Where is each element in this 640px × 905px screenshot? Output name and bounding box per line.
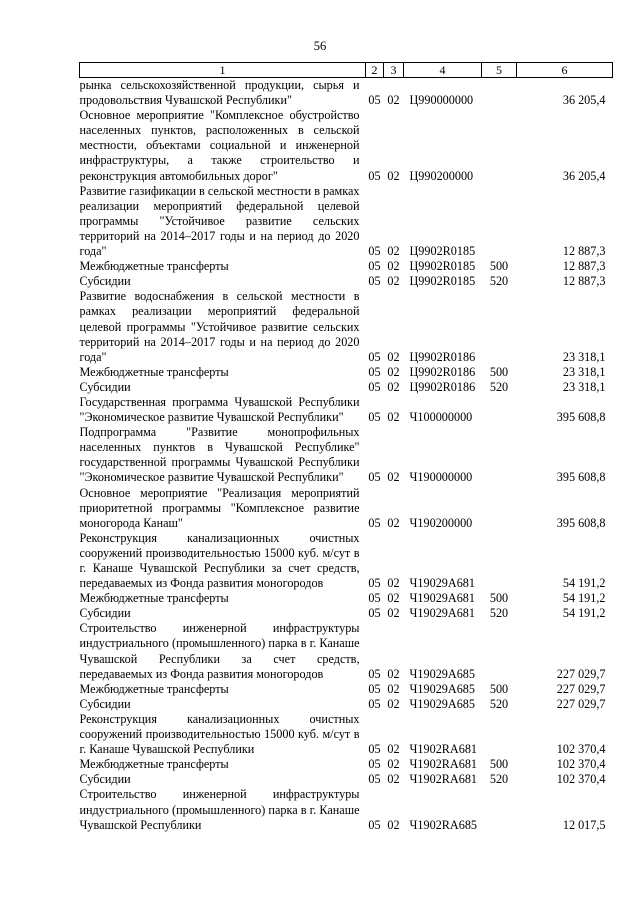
row-amount: 395 608,8 <box>556 515 606 530</box>
row-expense-type <box>482 531 517 591</box>
row-name: Развитие водоснабжения в сельской местности в рамках реализации мероприятий федеральной целевой программы "Устойчивое развитие сельских территорий на 2014–2017 годы и на период до 2020 года" <box>79 289 360 364</box>
row-subsection: 02 <box>387 410 400 425</box>
row-target-code: Ч19029А681 <box>409 591 475 606</box>
row-target-code: Ц9902R0185 <box>409 259 476 274</box>
row-name: Межбюджетные трансферты <box>79 259 229 274</box>
row-subsection: 02 <box>387 666 400 681</box>
row-name: Основное мероприятие "Комплексное обустройство населенных пунктов, расположенных в сельской местности, объектами социальной и инженерной инфраструктуры, а также строительство и реконструкция автомобильных дорог" <box>79 108 360 183</box>
row-expense-type: 500 <box>489 757 509 772</box>
table-row <box>80 697 613 712</box>
row-name: Субсидии <box>79 379 131 394</box>
row-name: Подпрограмма "Развитие монопрофильных населенных пунктов в Чувашской Республике" государственной программы Чувашской Республики "Экономическое развитие Чувашской Республики" <box>79 425 360 485</box>
row-section: 05 <box>368 168 381 183</box>
row-target-code: Ч19029А685 <box>409 666 475 681</box>
row-name: Строительство инженерной инфраструктуры индустриального (промышленного) парка в г. Канаше Чувашской Республики <box>79 787 360 832</box>
row-expense-type <box>482 395 517 425</box>
row-subsection: 02 <box>387 772 400 787</box>
row-section: 05 <box>368 515 381 530</box>
row-expense-type <box>482 712 517 757</box>
row-expense-type: 520 <box>489 772 509 787</box>
header-col-1: 1 <box>80 63 366 78</box>
table-row <box>80 365 613 380</box>
row-subsection: 02 <box>387 742 400 757</box>
row-expense-type: 520 <box>489 606 509 621</box>
header-row <box>80 63 613 78</box>
row-section: 05 <box>368 470 381 485</box>
row-subsection: 02 <box>387 757 400 772</box>
row-name: Межбюджетные трансферты <box>79 681 229 696</box>
row-section: 05 <box>368 410 381 425</box>
row-amount: 23 318,1 <box>562 349 606 364</box>
row-amount: 36 205,4 <box>562 93 606 108</box>
row-section: 05 <box>368 742 381 757</box>
table-row <box>80 621 613 681</box>
row-name: Межбюджетные трансферты <box>79 591 229 606</box>
row-subsection: 02 <box>387 696 400 711</box>
table-row <box>80 184 613 259</box>
row-amount: 102 370,4 <box>556 742 606 757</box>
row-subsection: 02 <box>387 606 400 621</box>
table-row <box>80 757 613 772</box>
table-row <box>80 682 613 697</box>
row-expense-type <box>482 425 517 485</box>
table-row <box>80 531 613 591</box>
row-expense-type <box>482 289 517 364</box>
header-col-6: 6 <box>517 63 613 78</box>
row-amount: 12 017,5 <box>562 817 606 832</box>
row-section: 05 <box>368 93 381 108</box>
row-expense-type <box>482 486 517 531</box>
row-amount: 54 191,2 <box>562 576 606 591</box>
table-row <box>80 289 613 364</box>
row-amount: 102 370,4 <box>556 772 606 787</box>
row-section: 05 <box>368 576 381 591</box>
table-body <box>80 78 613 833</box>
row-target-code: Ч1902RA681 <box>409 742 478 757</box>
row-subsection: 02 <box>387 274 400 289</box>
row-amount: 395 608,8 <box>556 470 606 485</box>
row-target-code: Ч1902RA685 <box>409 817 478 832</box>
row-section: 05 <box>368 757 381 772</box>
table-row <box>80 712 613 757</box>
table-row <box>80 591 613 606</box>
row-amount: 227 029,7 <box>556 681 606 696</box>
row-subsection: 02 <box>387 349 400 364</box>
row-name: Межбюджетные трансферты <box>79 757 229 772</box>
row-amount: 102 370,4 <box>556 757 606 772</box>
row-target-code: Ч19029А685 <box>409 681 475 696</box>
row-target-code: Ч19029А681 <box>409 606 475 621</box>
row-subsection: 02 <box>387 576 400 591</box>
row-expense-type <box>482 78 517 109</box>
row-name: Строительство инженерной инфраструктуры индустриального (промышленного) парка в г. Канаше Чувашской Республики за счет средств, передаваемых из Фонда развития моногородов <box>79 621 360 681</box>
row-expense-type <box>482 621 517 681</box>
row-amount: 12 887,3 <box>562 259 606 274</box>
row-subsection: 02 <box>387 364 400 379</box>
row-name: Субсидии <box>79 606 131 621</box>
row-subsection: 02 <box>387 244 400 259</box>
row-target-code: Ц9902R0186 <box>409 349 476 364</box>
row-section: 05 <box>368 681 381 696</box>
row-amount: 54 191,2 <box>562 591 606 606</box>
row-subsection: 02 <box>387 515 400 530</box>
row-target-code: Ц9902R0186 <box>409 364 476 379</box>
header-col-2: 2 <box>366 63 384 78</box>
row-target-code: Ц990200000 <box>409 168 474 183</box>
table-row <box>80 78 613 109</box>
row-section: 05 <box>368 364 381 379</box>
row-expense-type: 500 <box>489 364 509 379</box>
row-expense-type: 500 <box>489 591 509 606</box>
row-amount: 227 029,7 <box>556 696 606 711</box>
row-section: 05 <box>368 244 381 259</box>
table-row <box>80 787 613 832</box>
row-name: Развитие газификации в сельской местности в рамках реализации мероприятий федеральной целевой программы "Устойчивое развитие сельских территорий на 2014–2017 годы и на период до 2020 года" <box>79 183 360 259</box>
table-row <box>80 486 613 531</box>
row-subsection: 02 <box>387 591 400 606</box>
row-amount: 395 608,8 <box>556 410 606 425</box>
row-subsection: 02 <box>387 259 400 274</box>
table-row <box>80 274 613 289</box>
row-name: рынка сельскохозяйственной продукции, сырья и продовольствия Чувашской Республики" <box>79 78 360 108</box>
row-subsection: 02 <box>387 168 400 183</box>
row-section: 05 <box>368 349 381 364</box>
row-name: Субсидии <box>79 274 131 289</box>
table-row <box>80 395 613 425</box>
row-target-code: Ч1902RA681 <box>409 772 478 787</box>
row-target-code: Ч1902RA681 <box>409 757 478 772</box>
row-amount: 54 191,2 <box>562 606 606 621</box>
row-target-code: Ц990000000 <box>409 93 474 108</box>
row-target-code: Ч19029А685 <box>409 696 475 711</box>
header-col-3: 3 <box>384 63 404 78</box>
row-target-code: Ч100000000 <box>409 410 473 425</box>
page-number: 56 <box>313 39 327 53</box>
table-row <box>80 606 613 621</box>
row-name: Основное мероприятие "Реализация мероприятий приоритетной программы "Комплексное развитие моногорода Канаш" <box>79 485 360 530</box>
row-section: 05 <box>368 666 381 681</box>
header-col-4: 4 <box>404 63 482 78</box>
row-name: Субсидии <box>79 696 131 711</box>
table-row <box>80 108 613 183</box>
row-amount: 12 887,3 <box>562 274 606 289</box>
row-section: 05 <box>368 817 381 832</box>
row-expense-type: 520 <box>489 274 509 289</box>
table-row <box>80 425 613 485</box>
table-row <box>80 380 613 395</box>
row-section: 05 <box>368 772 381 787</box>
budget-table <box>79 62 613 833</box>
row-subsection: 02 <box>387 817 400 832</box>
row-subsection: 02 <box>387 681 400 696</box>
row-name: Реконструкция канализационных очистных сооружений производительностью 15000 куб. м/сут в г. Канаше Чувашской Республики за счет средств, передаваемых из Фонда развития моногородов <box>79 530 360 591</box>
row-expense-type: 500 <box>489 681 509 696</box>
row-amount: 36 205,4 <box>562 168 606 183</box>
row-subsection: 02 <box>387 93 400 108</box>
row-expense-type: 520 <box>489 379 509 394</box>
row-section: 05 <box>368 379 381 394</box>
row-name: Межбюджетные трансферты <box>79 364 229 379</box>
row-section: 05 <box>368 259 381 274</box>
header-col-5: 5 <box>482 63 517 78</box>
row-target-code: Ц9902R0186 <box>409 379 476 394</box>
row-target-code: Ч190000000 <box>409 470 473 485</box>
row-amount: 23 318,1 <box>562 379 606 394</box>
row-expense-type: 520 <box>489 696 509 711</box>
row-name: Субсидии <box>79 772 131 787</box>
row-amount: 12 887,3 <box>562 244 606 259</box>
row-amount: 23 318,1 <box>562 364 606 379</box>
row-name: Реконструкция канализационных очистных сооружений производительностью 15000 куб. м/сут в г. Канаше Чувашской Республики <box>79 711 360 757</box>
row-expense-type <box>482 184 517 259</box>
table-header <box>80 63 613 78</box>
row-subsection: 02 <box>387 470 400 485</box>
row-target-code: Ц9902R0185 <box>409 274 476 289</box>
row-section: 05 <box>368 696 381 711</box>
table-row <box>80 772 613 787</box>
row-name: Государственная программа Чувашской Республики "Экономическое развитие Чувашской Республики" <box>79 394 360 425</box>
table-row <box>80 259 613 274</box>
row-target-code: Ч19029А681 <box>409 576 475 591</box>
row-target-code: Ц9902R0185 <box>409 244 476 259</box>
row-subsection: 02 <box>387 379 400 394</box>
row-expense-type: 500 <box>489 259 509 274</box>
row-section: 05 <box>368 591 381 606</box>
row-expense-type <box>482 108 517 183</box>
row-target-code: Ч190200000 <box>409 515 473 530</box>
row-section: 05 <box>368 274 381 289</box>
row-section: 05 <box>368 606 381 621</box>
row-expense-type <box>482 787 517 832</box>
row-amount: 227 029,7 <box>556 666 606 681</box>
